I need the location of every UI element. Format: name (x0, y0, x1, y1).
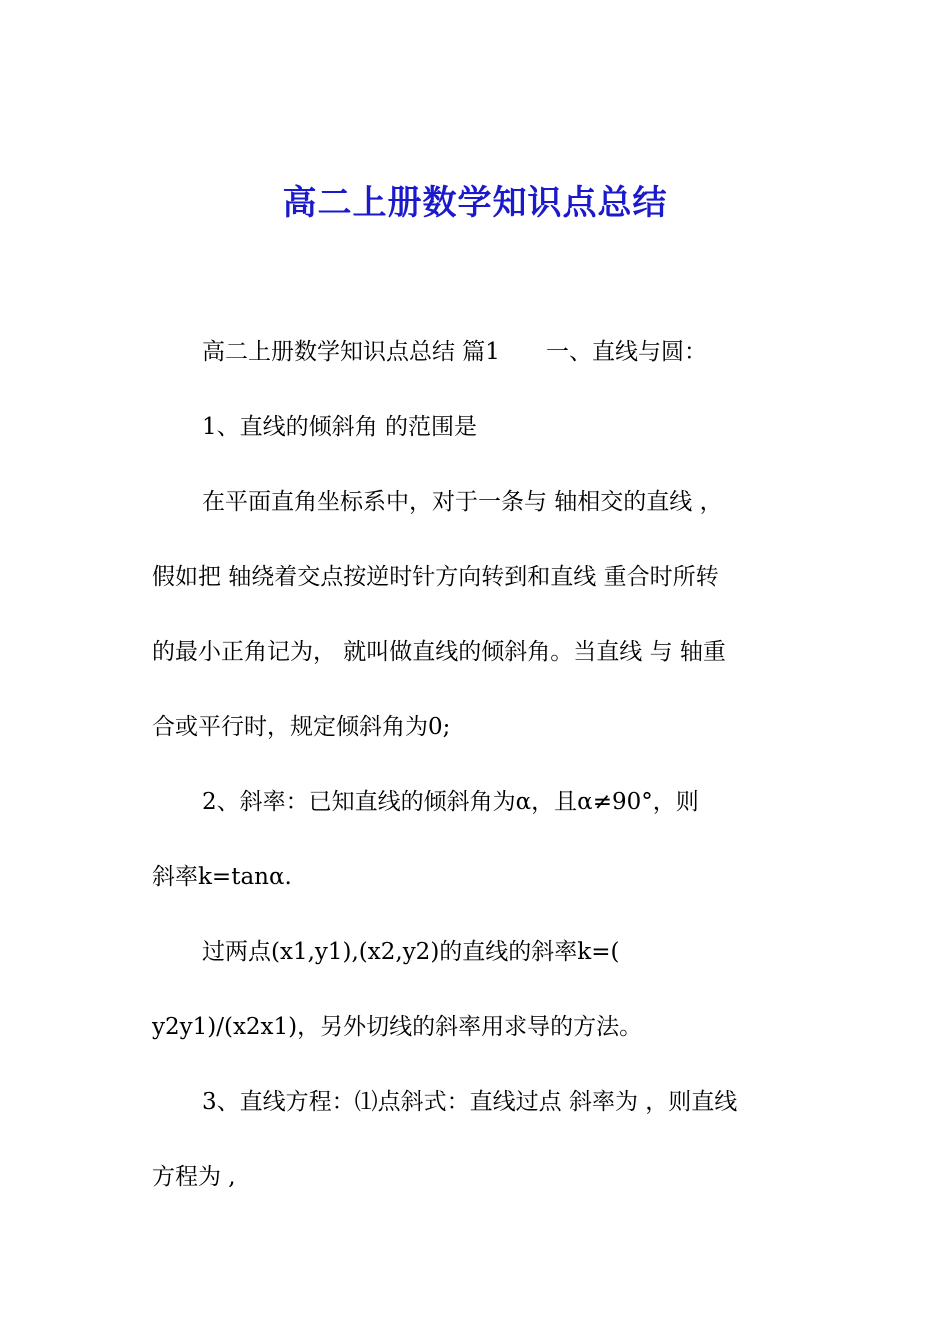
paragraph-line-3: 在平面直角坐标系中，对于一条与 轴相交的直线 ， (202, 489, 723, 515)
paragraph-line-4: 假如把 轴绕着交点按逆时针方向转到和直线 重合时所转 (152, 564, 719, 590)
paragraph-line-8: 斜率k=tanα. (152, 864, 292, 890)
section-subheading: 一、直线与圆： (545, 339, 707, 365)
section-heading: 高二上册数学知识点总结 篇1 (202, 339, 500, 365)
paragraph-line-9: 过两点(x1,y1),(x2,y2)的直线的斜率k=( (202, 939, 620, 965)
document-body (152, 315, 812, 1215)
paragraph-line-11: 3、直线方程：⑴点斜式：直线过点 斜率为 ，则直线 (202, 1089, 738, 1115)
document-title: 高二上册数学知识点总结 (282, 183, 668, 223)
paragraph-line-7: 2、斜率：已知直线的倾斜角为α，且α≠90°，则 (202, 789, 699, 815)
paragraph-line-6: 合或平行时，规定倾斜角为0; (152, 714, 451, 740)
paragraph-line-10: y2y1)/(x2x1)，另外切线的斜率用求导的方法。 (152, 1014, 643, 1040)
paragraph-line-1 (152, 315, 812, 390)
paragraph-line-12: 方程为 , (152, 1164, 236, 1190)
paragraph-line-2: 1、直线的倾斜角 的范围是 (202, 414, 477, 440)
paragraph-line-5: 的最小正角记为， 就叫做直线的倾斜角。当直线 与 轴重 (152, 639, 726, 665)
